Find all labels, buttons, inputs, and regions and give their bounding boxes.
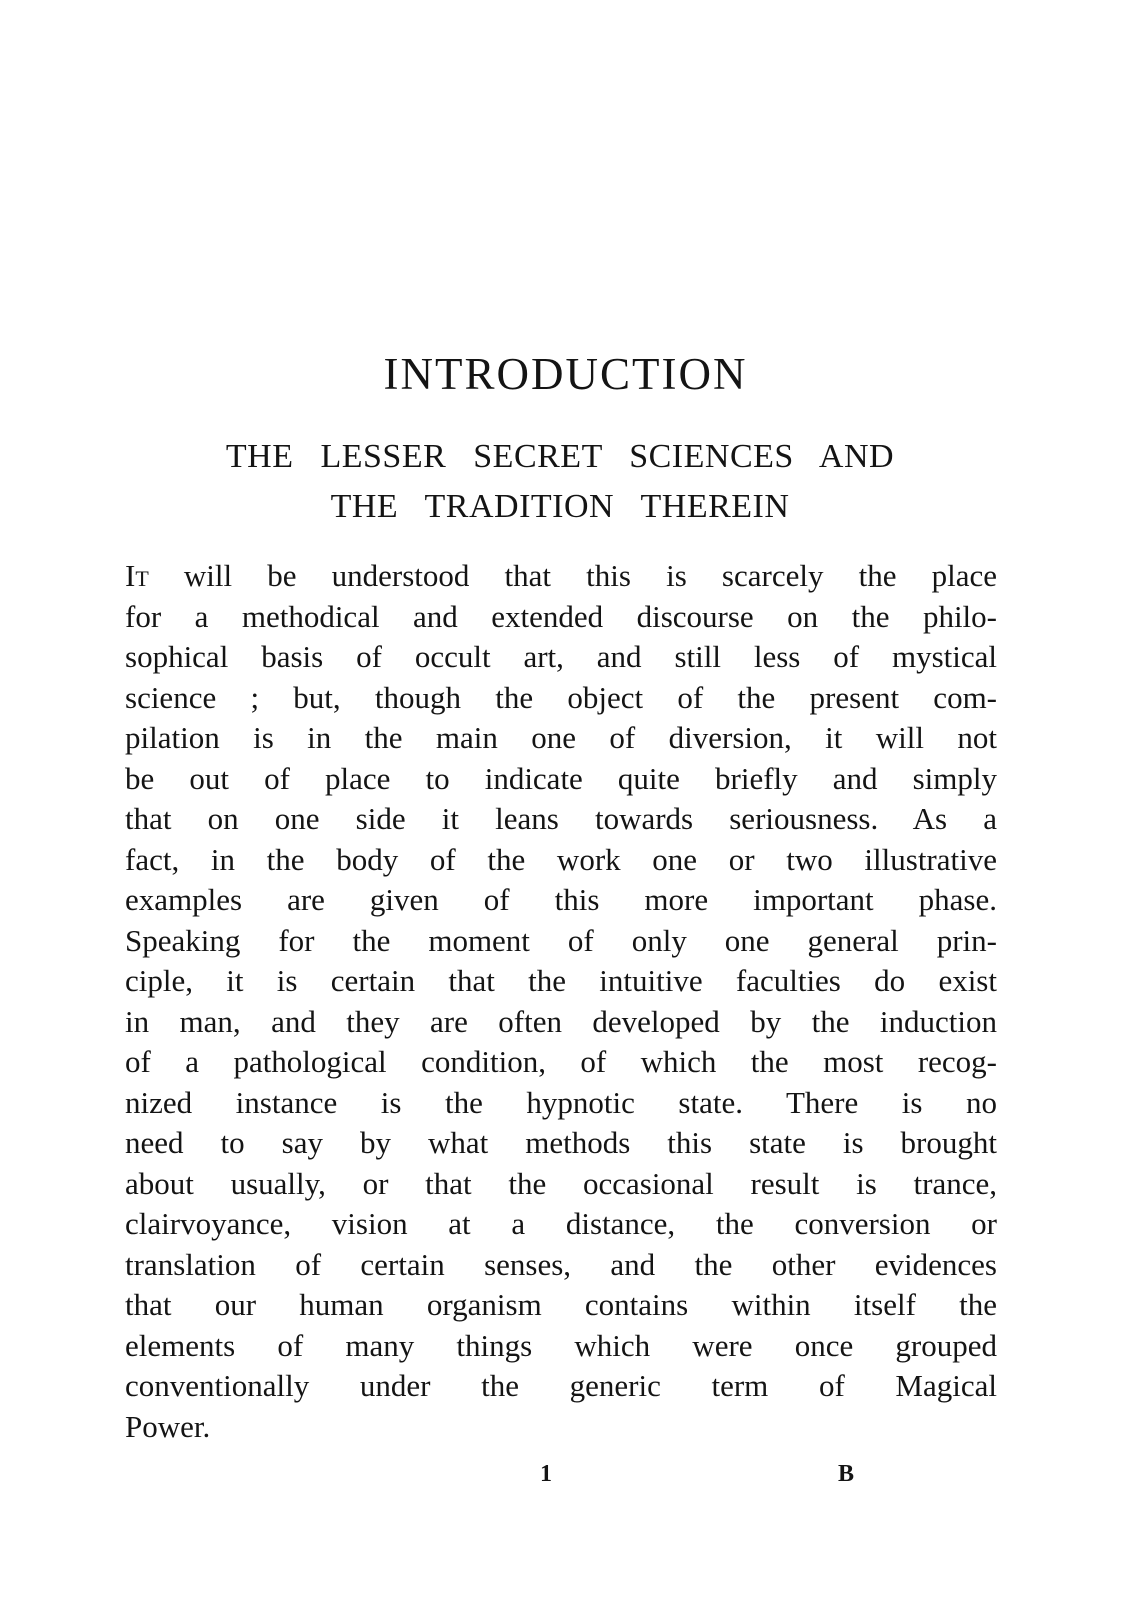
text-line: nized instance is the hypnotic state. There is no (125, 1084, 997, 1120)
text-line: be out of place to indicate quite briefly and simply (125, 760, 997, 796)
text-line: that on one side it leans towards seriousness. As a (125, 801, 997, 836)
body-paragraph (125, 556, 997, 1447)
text-line: examples are given of this more important phase. (125, 882, 997, 917)
text-line: in man, and they are often developed by the induction (125, 1003, 997, 1039)
text-line: elements of many things which were once grouped (125, 1327, 997, 1363)
text-line: of a pathological condition, of which the most recog- (125, 1044, 997, 1079)
text-line: that our human organism contains within itself the (125, 1287, 997, 1322)
chapter-title: INTRODUCTION (383, 349, 748, 399)
text-line: Power. (125, 1408, 211, 1444)
subtitle-line: THE LESSER SECRET SCIENCES AND (225, 438, 895, 475)
text-line: ciple, it is certain that the intuitive faculties do exist (125, 963, 997, 998)
text-line: Speaking for the moment of only one general prin- (125, 922, 997, 958)
text-line: It will be understood that this is scarcely the place (125, 558, 997, 593)
chapter-subtitle (160, 432, 960, 532)
text-line: sophical basis of occult art, and still less of mystical (125, 639, 997, 674)
text-line: science ; but, though the object of the present com- (125, 679, 997, 715)
text-line: for a methodical and extended discourse on the philo- (125, 598, 997, 634)
text-line: pilation is in the main one of diversion, it will not (125, 720, 997, 755)
text-line: fact, in the body of the work one or two illustrative (125, 841, 997, 877)
signature-mark: B (838, 1461, 855, 1487)
text-line: about usually, or that the occasional result is trance, (125, 1165, 997, 1201)
subtitle-line: THE TRADITION THEREIN (330, 488, 790, 525)
page-number: 1 (540, 1461, 552, 1487)
text-line: clairvoyance, vision at a distance, the conversion or (125, 1206, 997, 1241)
text-line: translation of certain senses, and the other evidences (125, 1246, 997, 1282)
text-line: need to say by what methods this state is brought (125, 1125, 997, 1160)
text-line: conventionally under the generic term of Magical (125, 1368, 997, 1403)
